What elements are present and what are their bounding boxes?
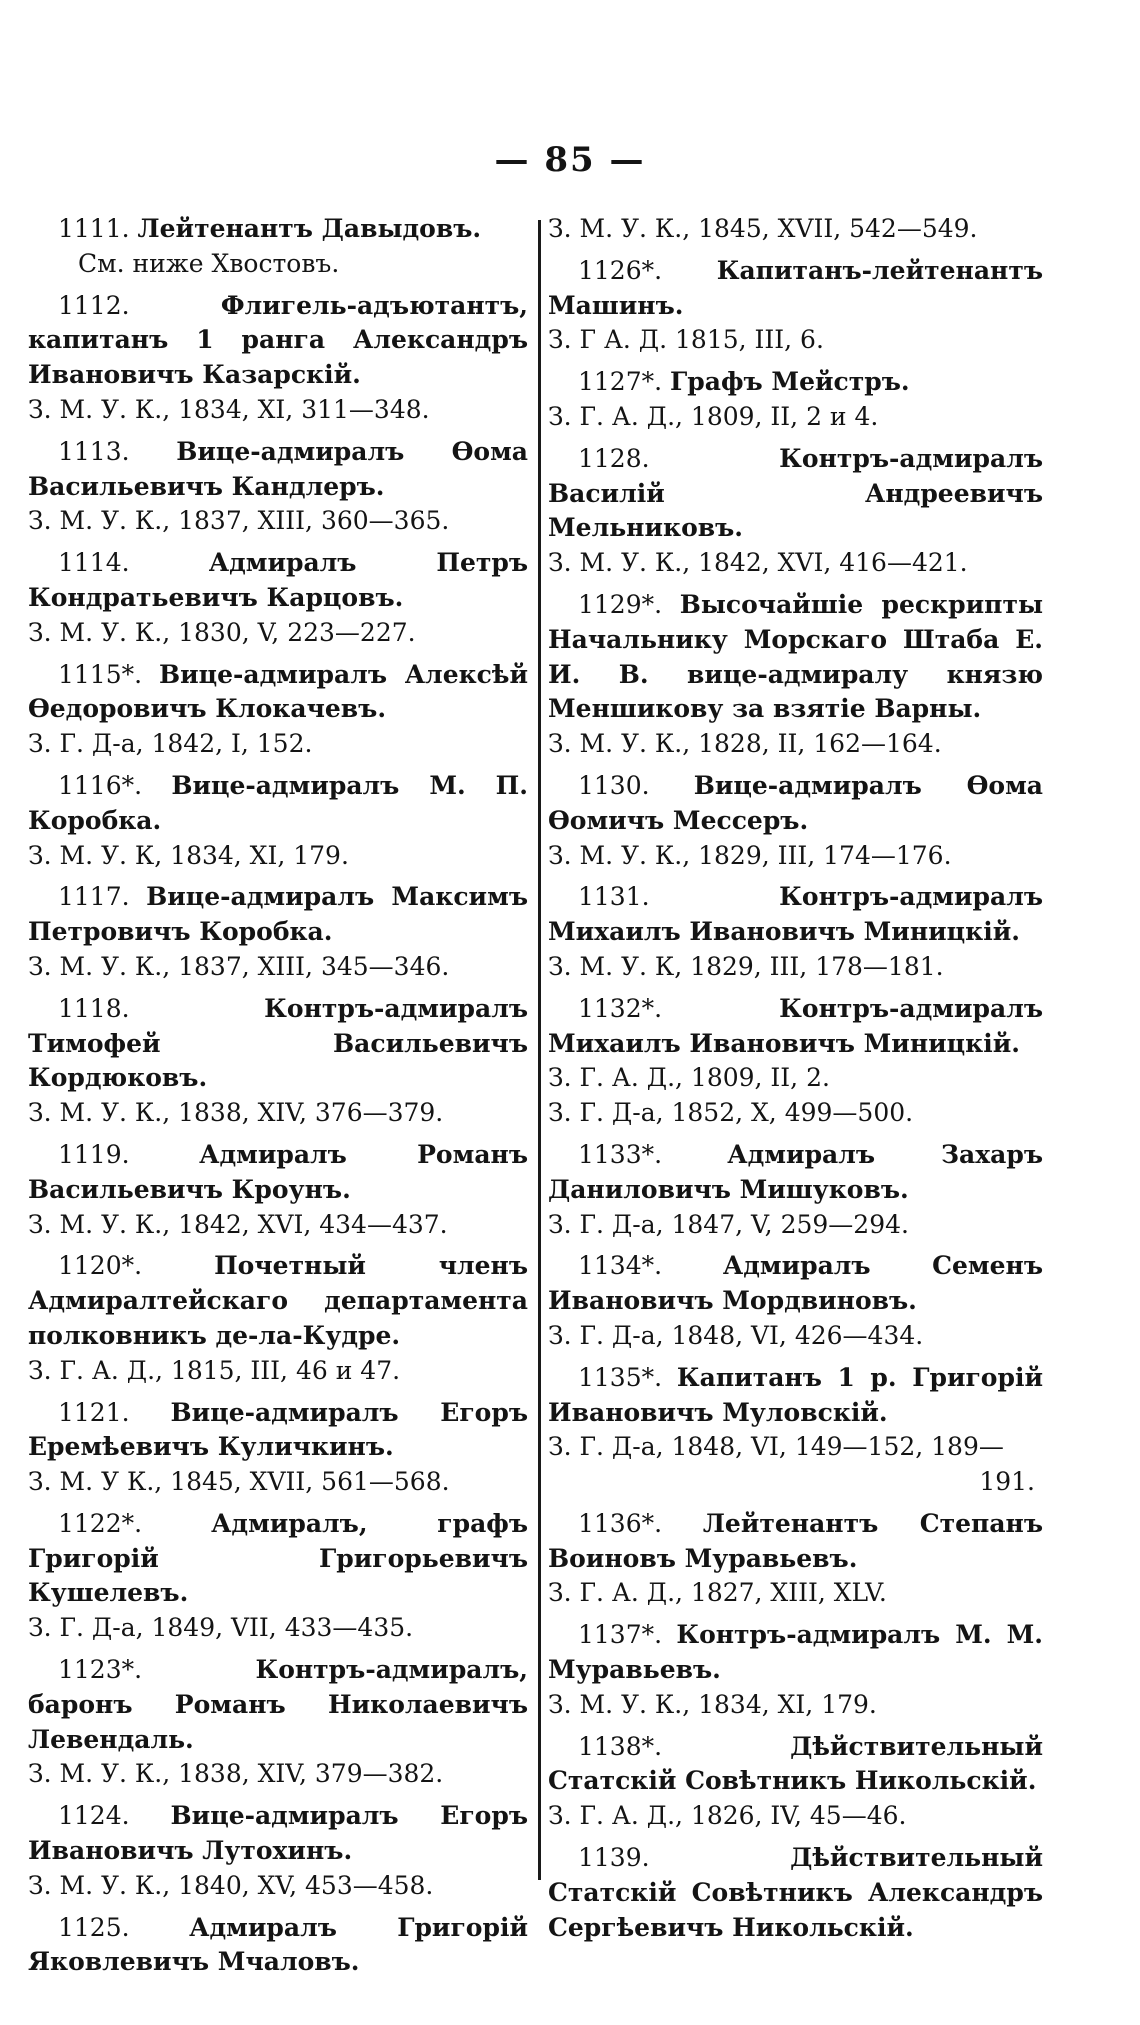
entry-title: Вице-адмиралъ Егоръ Ивановичъ Лутохинъ. xyxy=(28,1801,528,1866)
entry-continuation: З. М. У. К., 1845, XVII, 542—549. xyxy=(548,214,978,243)
entry-heading xyxy=(28,769,528,839)
entry-reference: См. ниже Хвостовъ. xyxy=(78,248,340,278)
entry xyxy=(548,1841,1043,1945)
entry-reference: З. М. У. К., 1842, XVI, 434—437. xyxy=(28,1209,448,1239)
entry-number: 1129*. xyxy=(578,589,663,619)
entry-reference: З. Г. А. Д., 1809, II, 2. xyxy=(548,1063,830,1093)
entry-heading xyxy=(28,880,528,950)
entry-title: Вице-адмиралъ Егоръ Еремѣевичъ Куличкинъ. xyxy=(28,1397,528,1462)
entry-title: Почетный членъ Адмиралтейскаго департамента полковникъ де-ла-Кудре. xyxy=(28,1251,529,1350)
entry xyxy=(28,1799,528,1903)
entry-title: Высочайшіе рескрипты Начальнику Морскаго Штаба Е. И. В. вице-адмиралу князю Меншикову за взятіе Варны. xyxy=(548,589,1044,724)
entry-reference: З. М. У. К., 1830, V, 223—227. xyxy=(28,617,416,647)
entry-number: 1133*. xyxy=(578,1139,663,1169)
entry-reference: З. М. У. К., 1829, III, 174—176. xyxy=(548,840,952,870)
entry-title: Вице-адмиралъ Ѳома Ѳомичъ Мессеръ. xyxy=(548,770,1043,835)
entry-heading xyxy=(548,1361,1043,1431)
entry-title: Адмиралъ Петръ Кондратьевичъ Карцовъ. xyxy=(28,548,528,612)
entry-heading xyxy=(28,212,528,247)
entry xyxy=(28,1138,528,1242)
entry-heading xyxy=(548,1730,1043,1800)
entry-title: Флигель-адъютантъ, капитанъ 1 ранга Александръ Ивановичъ Казарскій. xyxy=(28,290,528,390)
entry-heading xyxy=(548,1841,1043,1945)
entry-number: 1128. xyxy=(578,443,650,473)
entry xyxy=(548,588,1043,762)
entry xyxy=(548,1361,1043,1500)
entry-title: Адмиралъ Захаръ Даниловичъ Мишуковъ. xyxy=(548,1139,1043,1204)
entry-reference: З. М. У. К., 1842, XVI, 416—421. xyxy=(548,548,968,578)
entry-number: 1137*. xyxy=(578,1620,663,1650)
entry-reference: З. М. У. К., 1838, XIV, 379—382. xyxy=(28,1759,444,1789)
entry-title: Адмиралъ, графъ Григорій Григорьевичъ Кушелевъ. xyxy=(28,1508,528,1608)
entry-number: 1138*. xyxy=(578,1731,663,1761)
entry-reference: З. Г А. Д. 1815, III, 6. xyxy=(548,325,824,355)
entry xyxy=(28,1911,528,1981)
entry-number: 1131. xyxy=(578,882,650,912)
entry-number: 1118. xyxy=(58,993,130,1023)
entry-heading xyxy=(548,1618,1043,1688)
entry xyxy=(548,1138,1043,1242)
entry-title: Адмиралъ Семенъ Ивановичъ Мордвиновъ. xyxy=(548,1251,1043,1316)
entry xyxy=(28,880,528,984)
entry-heading xyxy=(548,992,1043,1062)
entry-heading xyxy=(548,254,1043,324)
column-divider xyxy=(538,220,541,1880)
entry-heading xyxy=(548,1507,1043,1577)
entry-reference: З. М. У. К., 1834, XI, 179. xyxy=(548,1689,877,1719)
entry-number: 1127*. xyxy=(578,367,663,397)
entry-title: Вице-адмиралъ Ѳома Васильевичъ Кандлеръ. xyxy=(28,436,528,501)
entry-heading xyxy=(28,658,528,728)
entry-number: 1122*. xyxy=(58,1508,143,1538)
entry-reference: З. Г. Д-а, 1847, V, 259—294. xyxy=(548,1209,909,1239)
entry-reference: З. Г. Д-а, 1848, VI, 149—152, 189— xyxy=(548,1432,1004,1462)
right-column xyxy=(548,212,1043,1952)
entry-heading xyxy=(548,442,1043,546)
entry-heading xyxy=(28,1249,528,1353)
entry-reference: З. Г. Д-а, 1848, VI, 426—434. xyxy=(548,1320,924,1350)
entry-reference: З. М. У. К., 1838, XIV, 376—379. xyxy=(28,1098,444,1128)
entry-reference: З. М. У К., 1845, XVII, 561—568. xyxy=(28,1467,450,1497)
entry xyxy=(28,992,528,1131)
entry-number: 1119. xyxy=(58,1139,130,1169)
entry-heading xyxy=(548,1249,1043,1319)
entry-heading xyxy=(548,880,1043,950)
entry-number: 1116*. xyxy=(58,770,143,800)
entry xyxy=(548,212,1043,247)
entry-number: 1121. xyxy=(58,1397,130,1427)
entry xyxy=(28,1249,528,1388)
entry-reference: З. М. У. К., 1837, XIII, 360—365. xyxy=(28,506,450,536)
entry-number: 1139. xyxy=(578,1843,650,1873)
entry-reference: З. Г. Д-а, 1849, VII, 433—435. xyxy=(28,1613,414,1643)
entry-title: Вице-адмиралъ Алексѣй Ѳедоровичъ Клокачевъ. xyxy=(28,659,528,724)
entry-title: Капитанъ-лейтенантъ Машинъ. xyxy=(548,255,1043,320)
entry-number: 1124. xyxy=(58,1801,130,1831)
entry-title: Вице-адмиралъ М. П. Коробка. xyxy=(28,770,528,835)
entry xyxy=(548,365,1043,435)
entry-title: Адмиралъ Григорій Яковлевичъ Мчаловъ. xyxy=(28,1912,528,1977)
entry xyxy=(548,1249,1043,1353)
entry xyxy=(28,435,528,539)
entry-number: 1134*. xyxy=(578,1251,663,1281)
entry-title: Контръ-адмиралъ Михаилъ Ивановичъ Миницкій. xyxy=(548,882,1043,947)
entry-title: Вице-адмиралъ Максимъ Петровичъ Коробка. xyxy=(28,882,528,947)
entry-heading xyxy=(28,435,528,505)
entry xyxy=(28,1507,528,1646)
entry-heading xyxy=(28,992,528,1096)
entry xyxy=(28,289,528,428)
entry xyxy=(28,658,528,762)
entry-reference: З. Г. А. Д., 1809, II, 2 и 4. xyxy=(548,401,879,431)
entry xyxy=(548,992,1043,1131)
entry-reference: З. Г. Д-а, 1842, I, 152. xyxy=(28,729,313,759)
entry-reference: З. М. У. К., 1834, XI, 311—348. xyxy=(28,394,430,424)
entry xyxy=(548,254,1043,358)
entry-reference: З. М. У. К., 1828, II, 162—164. xyxy=(548,729,942,759)
entry-title: Капитанъ 1 р. Григорій Ивановичъ Муловскій. xyxy=(548,1362,1044,1427)
entry-number: 1126*. xyxy=(578,255,663,285)
entry-number: 1113. xyxy=(58,436,130,466)
entry-title: Лейтенантъ Давыдовъ. xyxy=(137,214,482,243)
entry-number: 1120*. xyxy=(58,1251,143,1281)
entry-title: Контръ-адмиралъ Михаилъ Ивановичъ Миницкій. xyxy=(548,993,1043,1058)
page-number: — 85 — xyxy=(494,140,646,180)
entry-number: 1132*. xyxy=(578,993,663,1023)
entry-number: 1112. xyxy=(58,290,130,320)
entry-title: Дѣйствительный Статскій Совѣтникъ Никольскій. xyxy=(548,1731,1043,1796)
entry-reference: З. Г. Д-а, 1852, X, 499—500. xyxy=(548,1098,914,1128)
entry-heading xyxy=(28,1396,528,1466)
entry xyxy=(548,1730,1043,1834)
entry-heading xyxy=(28,289,528,393)
entry-number: 1135*. xyxy=(578,1362,663,1392)
entry-heading xyxy=(28,1799,528,1869)
entry-reference: З. Г. А. Д., 1815, III, 46 и 47. xyxy=(28,1355,401,1385)
entry-number: 1136*. xyxy=(578,1508,663,1538)
entry-heading xyxy=(28,1138,528,1208)
entry-reference: З. М. У. К, 1834, XI, 179. xyxy=(28,840,349,870)
entry-number: 1114. xyxy=(58,548,130,578)
entry xyxy=(548,442,1043,581)
entry-reference: З. Г. А. Д., 1827, XIII, XLV. xyxy=(548,1578,887,1608)
entry-title: Контръ-адмиралъ Василій Андреевичъ Мельниковъ. xyxy=(548,443,1043,543)
entry xyxy=(548,769,1043,873)
entry-reference: З. Г. А. Д., 1826, IV, 45—46. xyxy=(548,1801,907,1831)
entry-title: Адмиралъ Романъ Васильевичъ Кроунъ. xyxy=(28,1139,528,1204)
entry-title: Контръ-адмиралъ М. М. Муравьевъ. xyxy=(548,1620,1043,1685)
entry xyxy=(548,1618,1043,1722)
entry-heading xyxy=(548,769,1043,839)
entry-number: 1130. xyxy=(578,770,650,800)
entry-number: 1111. xyxy=(58,214,130,243)
entry-number: 1123*. xyxy=(58,1655,143,1685)
entry-title: Контръ-адмиралъ Тимофей Васильевичъ Кордюковъ. xyxy=(28,993,528,1093)
entry-heading xyxy=(548,365,1043,400)
entry xyxy=(28,1396,528,1500)
entry-reference: З. М. У. К., 1837, XIII, 345—346. xyxy=(28,951,450,981)
entry xyxy=(28,1653,528,1792)
entry-reference-continuation: 191. xyxy=(979,1467,1035,1497)
entry-reference: З. М. У. К., 1840, XV, 453—458. xyxy=(28,1870,434,1900)
entry xyxy=(28,546,528,650)
entry-heading xyxy=(548,1138,1043,1208)
entry xyxy=(28,769,528,873)
entry-reference: З. М. У. К, 1829, III, 178—181. xyxy=(548,951,944,981)
entry xyxy=(548,1507,1043,1611)
entry-heading xyxy=(28,546,528,616)
entry-heading xyxy=(28,1507,528,1611)
entry-title: Дѣйствительный Статскій Совѣтникъ Александръ Сергѣевичъ Никольскій. xyxy=(548,1843,1043,1942)
entry xyxy=(28,212,528,282)
entry-number: 1115*. xyxy=(58,659,143,689)
entry-number: 1125. xyxy=(58,1912,130,1942)
entry-title: Контръ-адмиралъ, баронъ Романъ Николаевичъ Левендаль. xyxy=(28,1655,528,1754)
entry-heading xyxy=(28,1653,528,1757)
entry xyxy=(548,880,1043,984)
entry-heading xyxy=(548,588,1043,727)
entry-heading xyxy=(28,1911,528,1981)
entry-title: Лейтенантъ Степанъ Воиновъ Муравьевъ. xyxy=(548,1508,1044,1573)
entry-number: 1117. xyxy=(58,882,130,912)
entry-title: Графъ Мейстръ. xyxy=(670,367,910,397)
left-column xyxy=(28,212,528,1987)
